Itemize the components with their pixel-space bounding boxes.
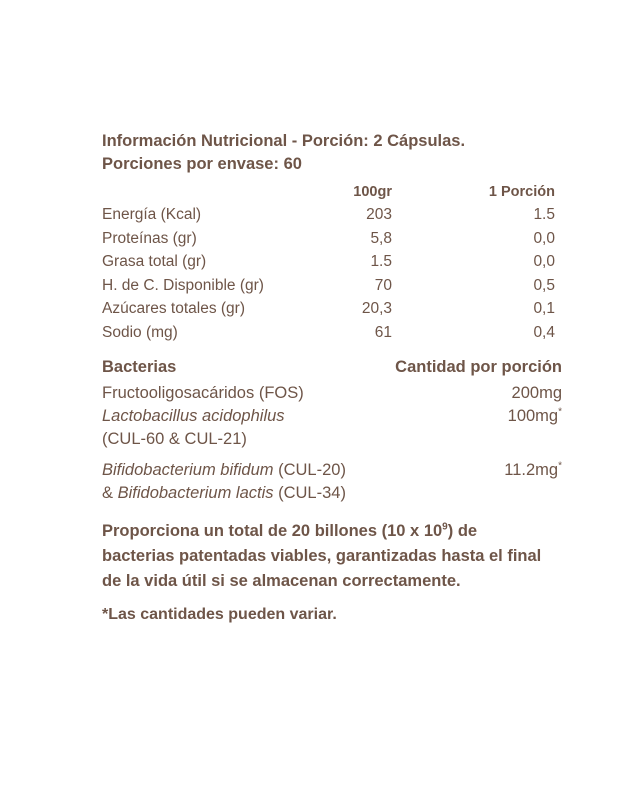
summary-statement xyxy=(102,519,562,594)
nutrient-name: Sodio (mg) xyxy=(102,323,178,341)
table-row xyxy=(102,298,562,322)
bacteria-strain: (CUL-34) xyxy=(278,483,346,502)
nutrition-title: Información Nutricional - Porción: 2 Cápsulas. xyxy=(102,132,466,150)
value-per-portion: 0,5 xyxy=(533,276,555,294)
nutrition-label xyxy=(102,130,562,624)
bacteria-name: Bifidobacterium bifidum xyxy=(102,460,274,479)
servings-per-container: Porciones por envase: 60 xyxy=(102,155,302,173)
footnote: *Las cantidades pueden variar. xyxy=(102,605,337,623)
table-row xyxy=(102,321,562,345)
table-row xyxy=(102,251,562,275)
bacteria-section xyxy=(102,355,562,505)
value-per-portion: 0,0 xyxy=(533,253,555,271)
value-per-100gr: 5,8 xyxy=(370,229,392,247)
nutrient-name: H. de C. Disponible (gr) xyxy=(102,276,264,294)
value-per-100gr: 203 xyxy=(366,206,392,224)
value-per-100gr: 70 xyxy=(374,276,392,294)
bacteria-name-block xyxy=(102,405,285,451)
nutrient-name: Grasa total (gr) xyxy=(102,253,207,271)
bacteria-row-fos xyxy=(102,382,562,405)
column-header-100gr: 100gr xyxy=(353,183,392,200)
table-row xyxy=(102,274,562,298)
summary-line xyxy=(102,519,562,544)
bacteria-amount: 11.2mg xyxy=(504,460,559,479)
bacteria-name: Bifidobacterium lactis xyxy=(117,483,274,502)
value-per-100gr: 61 xyxy=(374,323,392,341)
bacteria-header xyxy=(102,355,562,380)
bacteria-row-lactobacillus xyxy=(102,405,562,451)
bacteria-amount: 100mg xyxy=(507,406,559,425)
summary-text: ) de xyxy=(447,521,478,540)
table-row xyxy=(102,204,562,228)
nutrition-table-header xyxy=(102,180,562,204)
bacteria-strain: (CUL-20) xyxy=(278,460,346,479)
value-per-portion: 1.5 xyxy=(533,206,555,224)
bacteria-amount: 200mg xyxy=(511,383,562,402)
ampersand: & xyxy=(102,483,114,502)
bacteria-header-amount: Cantidad por porción xyxy=(395,357,562,376)
bacteria-amount-block xyxy=(508,405,562,428)
bacteria-amount-block xyxy=(504,459,562,482)
value-per-100gr: 20,3 xyxy=(361,300,392,318)
bacteria-name-block xyxy=(102,459,346,505)
summary-line: de la vida útil si se almacenan correctamente. xyxy=(102,571,461,590)
bacteria-name: Fructooligosacáridos (FOS) xyxy=(102,383,304,402)
summary-text: Proporciona un total de 20 billones (10 x 10 xyxy=(102,521,443,540)
bacteria-row-bifidobacterium xyxy=(102,459,562,505)
bacteria-header-name: Bacterias xyxy=(102,357,177,376)
summary-line: bacterias patentadas viables, garantizadas hasta el final xyxy=(102,546,542,565)
nutrient-name: Azúcares totales (gr) xyxy=(102,300,245,318)
value-per-portion: 0,4 xyxy=(533,323,555,341)
value-per-100gr: 1.5 xyxy=(370,253,392,271)
nutrient-name: Energía (Kcal) xyxy=(102,206,202,224)
bacteria-name: Lactobacillus acidophilus xyxy=(102,406,285,425)
column-header-portion: 1 Porción xyxy=(488,183,555,200)
table-row xyxy=(102,227,562,251)
asterisk-mark: * xyxy=(558,460,562,471)
value-per-portion: 0,0 xyxy=(533,229,555,247)
bacteria-strain: (CUL-60 & CUL-21) xyxy=(102,429,247,448)
nutrition-table xyxy=(102,180,562,345)
exponent: 9 xyxy=(442,521,448,532)
value-per-portion: 0,1 xyxy=(533,300,555,318)
asterisk-mark: * xyxy=(558,406,562,417)
nutrient-name: Proteínas (gr) xyxy=(102,229,197,247)
